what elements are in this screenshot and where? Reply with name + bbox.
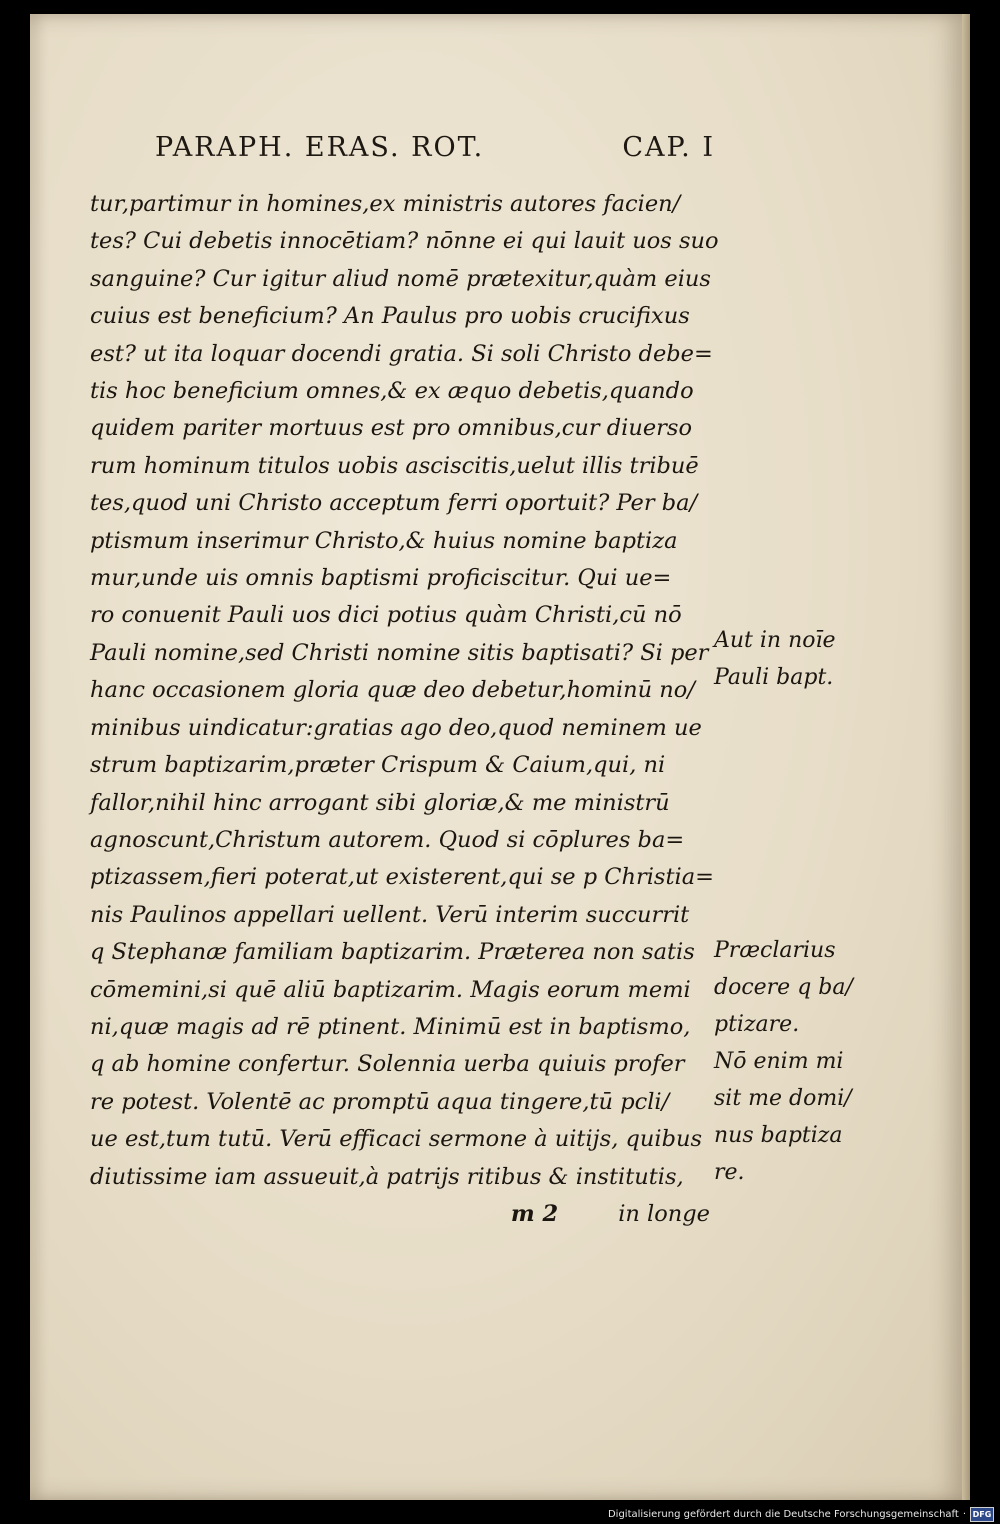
text-line: agnoscunt,Christum autorem. Quod si cōplures ba= xyxy=(90,826,685,853)
digitization-credit: Digitalisierung gefördert durch die Deutsche Forschungsgemeinschaft · DFG xyxy=(608,1507,994,1522)
text-line: ptizassem,fieri poterat,ut existerent,qui se p Christia= xyxy=(90,864,714,891)
book-page xyxy=(30,14,970,1500)
text-line: strum baptizarim,præter Crispum & Caium,qui, ni xyxy=(90,752,666,779)
signature-mark: m 2 xyxy=(510,1200,559,1227)
text-line: tur,partimur in homines,ex ministris autores facien/ xyxy=(90,191,681,217)
text-line: tes? Cui debetis innocētiam? nōnne ei qui lauit uos suo xyxy=(90,228,719,255)
running-head xyxy=(155,132,715,163)
page-edge xyxy=(962,14,970,1500)
text-line: q ab homine confertur. Solennia uerba quiuis profer xyxy=(90,1051,685,1078)
text-line: mur,unde uis omnis baptismi proficiscitur. Qui ue= xyxy=(90,565,672,592)
text-line: cōmemini,si quē aliū baptizarim. Magis eorum memi xyxy=(90,976,691,1003)
marginal-note-line: sit me domi/ xyxy=(714,1086,852,1111)
text-line: q Stephanæ familiam baptizarim. Præterea non satis xyxy=(90,939,695,966)
marginal-note-line: re. xyxy=(714,1160,745,1185)
text-line: fallor,nihil hinc arrogant sibi gloriæ,& me ministrū xyxy=(90,789,670,816)
marginal-note xyxy=(714,932,864,1191)
text-line: ni,quæ magis ad rē ptinent. Minimū est in baptismo, xyxy=(90,1013,691,1040)
dfg-logo-icon: DFG xyxy=(970,1507,994,1522)
signature-line xyxy=(90,1196,710,1233)
text-line: hanc occasionem gloria quæ deo debetur,hominū no/ xyxy=(90,677,695,704)
catchword: in longe xyxy=(618,1200,710,1227)
text-line: rum hominum titulos uobis asciscitis,uelut illis tribuē xyxy=(90,452,699,479)
marginal-note-line: Præclarius xyxy=(714,938,836,963)
marginal-note xyxy=(714,622,864,696)
text-line: cuius est beneficium? An Paulus pro uobis crucifixus xyxy=(90,303,690,330)
text-line: ro conuenit Pauli uos dici potius quàm Christi,cū nō xyxy=(90,602,682,629)
text-line: diutissime iam assueuit,à patrijs ritibus & institutis, xyxy=(90,1163,684,1190)
text-line: tis hoc beneficium omnes,& ex æquo debetis,quando xyxy=(90,378,694,405)
marginal-note-line: ptizare. xyxy=(714,1012,800,1037)
marginal-note-line: nus baptiza xyxy=(714,1123,843,1148)
text-line: nis Paulinos appellari uellent. Verū interim succurrit xyxy=(90,901,690,928)
text-line: tes,quod uni Christo acceptum ferri oportuit? Per ba/ xyxy=(90,490,698,517)
text-line: ptismum inserimur Christo,& huius nomine baptiza xyxy=(90,527,678,554)
text-line: quidem pariter mortuus est pro omnibus,cur diuerso xyxy=(90,415,693,442)
marginal-note-line: Aut in noīe xyxy=(714,628,836,653)
running-head-chapter: CAP. I xyxy=(622,132,715,163)
credit-text: Digitalisierung gefördert durch die Deutsche Forschungsgemeinschaft xyxy=(607,1509,959,1520)
running-head-title: PARAPH. ERAS. ROT. xyxy=(155,132,485,163)
text-line: re potest. Volentē ac promptū aqua tingere,tū pcli/ xyxy=(90,1088,670,1115)
text-line: ue est,tum tutū. Verū efficaci sermone à uitijs, quibus xyxy=(90,1126,703,1153)
text-line: est? ut ita loquar docendi gratia. Si soli Christo debe= xyxy=(90,340,713,367)
text-line: sanguine? Cur igitur aliud nomē prætexitur,quàm eius xyxy=(90,265,711,292)
marginal-note-line: Pauli bapt. xyxy=(714,665,834,690)
marginal-note-line: docere q ba/ xyxy=(714,975,853,1000)
text-line: minibus uindicatur:gratias ago deo,quod neminem ue xyxy=(90,714,702,741)
main-text-block xyxy=(90,186,719,1233)
text-line: Pauli nomine,sed Christi nomine sitis baptisati? Si per xyxy=(90,639,709,666)
marginal-note-line: Nō enim mi xyxy=(714,1049,844,1074)
